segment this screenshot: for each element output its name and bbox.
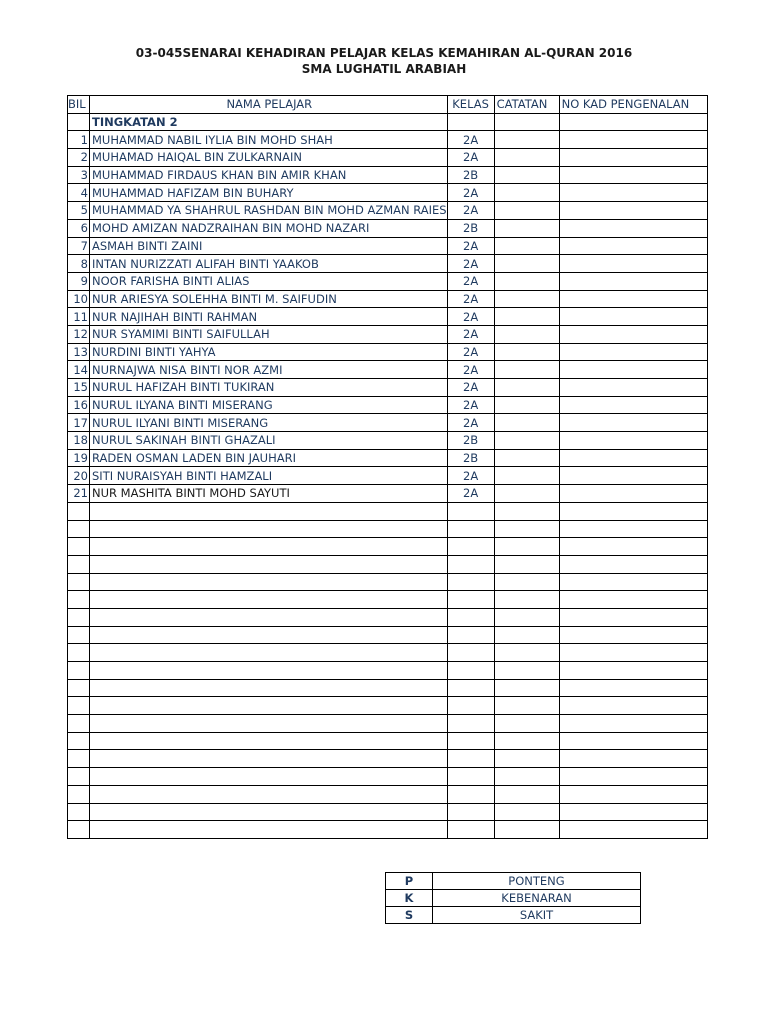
student-name[interactable]: SITI NURAISYAH BINTI HAMZALI xyxy=(90,467,448,485)
ic-number-cell[interactable] xyxy=(559,290,707,308)
legend-code: K xyxy=(386,890,433,907)
table-cell[interactable] xyxy=(559,768,707,786)
ic-number-cell[interactable] xyxy=(559,184,707,202)
student-name[interactable]: MUHAMMAD FIRDAUS KHAN BIN AMIR KHAN xyxy=(90,166,448,184)
catatan-cell[interactable] xyxy=(494,202,559,220)
table-cell[interactable] xyxy=(559,502,707,520)
table-cell[interactable] xyxy=(68,732,90,750)
table-cell[interactable] xyxy=(494,785,559,803)
ic-number-cell[interactable] xyxy=(559,255,707,273)
empty-row xyxy=(68,715,708,733)
table-cell[interactable] xyxy=(559,555,707,573)
table-cell[interactable] xyxy=(494,679,559,697)
ic-number-cell[interactable] xyxy=(559,467,707,485)
table-cell[interactable] xyxy=(447,732,494,750)
table-cell[interactable] xyxy=(494,644,559,662)
ic-number-cell[interactable] xyxy=(559,432,707,450)
table-cell[interactable] xyxy=(90,608,448,626)
table-cell[interactable] xyxy=(494,502,559,520)
table-cell[interactable] xyxy=(494,821,559,839)
student-name[interactable]: NURUL HAFIZAH BINTI TUKIRAN xyxy=(90,379,448,397)
table-row xyxy=(68,485,708,503)
table-cell[interactable] xyxy=(447,573,494,591)
table-body xyxy=(68,113,708,838)
student-class[interactable]: 2B xyxy=(447,449,494,467)
catatan-cell[interactable] xyxy=(494,325,559,343)
student-name[interactable]: NURUL ILYANI BINTI MISERANG xyxy=(90,414,448,432)
table-cell[interactable] xyxy=(494,538,559,556)
student-class[interactable]: 2B xyxy=(447,219,494,237)
table-cell[interactable] xyxy=(68,644,90,662)
student-number[interactable]: 15 xyxy=(68,379,90,397)
table-cell[interactable] xyxy=(68,679,90,697)
ic-number-cell[interactable] xyxy=(559,396,707,414)
table-cell[interactable] xyxy=(447,644,494,662)
student-class[interactable]: 2A xyxy=(447,396,494,414)
catatan-cell[interactable] xyxy=(494,343,559,361)
table-row xyxy=(68,237,708,255)
table-cell[interactable] xyxy=(68,573,90,591)
catatan-cell[interactable] xyxy=(494,361,559,379)
student-number[interactable]: 19 xyxy=(68,449,90,467)
table-cell[interactable] xyxy=(68,520,90,538)
table-cell[interactable] xyxy=(447,785,494,803)
sheet-title: 03-045SENARAI KEHADIRAN PELAJAR KELAS KEMAHIRAN AL-QURAN 2016 xyxy=(135,46,633,60)
student-number[interactable]: 20 xyxy=(68,467,90,485)
table-cell[interactable] xyxy=(494,662,559,680)
attendance-table xyxy=(67,95,708,839)
ic-number-cell[interactable] xyxy=(559,202,707,220)
empty-row xyxy=(68,626,708,644)
ic-number-cell[interactable] xyxy=(559,361,707,379)
student-name[interactable]: MUHAMMAD NABIL IYLIA BIN MOHD SHAH xyxy=(90,131,448,149)
col-header-kelas: KELAS xyxy=(447,96,494,114)
table-cell[interactable] xyxy=(90,803,448,821)
legend-description: PONTENG xyxy=(433,873,641,890)
table-cell[interactable] xyxy=(447,113,494,131)
student-name[interactable]: NUR SYAMIMI BINTI SAIFULLAH xyxy=(90,325,448,343)
catatan-cell[interactable] xyxy=(494,379,559,397)
table-cell[interactable] xyxy=(68,502,90,520)
table-cell[interactable] xyxy=(68,608,90,626)
table-row xyxy=(68,202,708,220)
student-class[interactable]: 2B xyxy=(447,432,494,450)
table-cell[interactable] xyxy=(90,502,448,520)
student-name[interactable]: INTAN NURIZZATI ALIFAH BINTI YAAKOB xyxy=(90,255,448,273)
student-class[interactable]: 2A xyxy=(447,255,494,273)
table-cell[interactable] xyxy=(447,608,494,626)
empty-row xyxy=(68,697,708,715)
table-cell[interactable] xyxy=(90,573,448,591)
student-number[interactable]: 5 xyxy=(68,202,90,220)
table-cell[interactable] xyxy=(494,803,559,821)
student-number[interactable]: 10 xyxy=(68,290,90,308)
empty-row xyxy=(68,555,708,573)
table-cell[interactable] xyxy=(68,662,90,680)
table-cell[interactable] xyxy=(559,113,707,131)
student-number[interactable]: 3 xyxy=(68,166,90,184)
legend-body xyxy=(386,873,641,924)
legend-code: P xyxy=(386,873,433,890)
student-number[interactable]: 11 xyxy=(68,308,90,326)
student-class[interactable]: 2A xyxy=(447,202,494,220)
table-row xyxy=(68,131,708,149)
student-number[interactable]: 18 xyxy=(68,432,90,450)
table-row xyxy=(68,290,708,308)
table-cell[interactable] xyxy=(68,715,90,733)
catatan-cell[interactable] xyxy=(494,432,559,450)
table-cell[interactable] xyxy=(559,750,707,768)
student-number[interactable]: 4 xyxy=(68,184,90,202)
student-number[interactable]: 9 xyxy=(68,272,90,290)
empty-row xyxy=(68,662,708,680)
student-number[interactable]: 13 xyxy=(68,343,90,361)
table-cell[interactable] xyxy=(494,626,559,644)
table-cell[interactable] xyxy=(447,502,494,520)
student-class[interactable]: 2A xyxy=(447,131,494,149)
table-cell[interactable] xyxy=(494,750,559,768)
table-row xyxy=(68,166,708,184)
student-name[interactable]: ASMAH BINTI ZAINI xyxy=(90,237,448,255)
ic-number-cell[interactable] xyxy=(559,131,707,149)
table-cell[interactable] xyxy=(559,662,707,680)
table-row xyxy=(68,414,708,432)
student-name[interactable]: NOOR FARISHA BINTI ALIAS xyxy=(90,272,448,290)
col-header-catatan: CATATAN xyxy=(494,96,559,114)
col-header-name: NAMA PELAJAR xyxy=(90,96,448,114)
table-row xyxy=(68,272,708,290)
ic-number-cell[interactable] xyxy=(559,237,707,255)
catatan-cell[interactable] xyxy=(494,237,559,255)
table-row xyxy=(68,379,708,397)
ic-number-cell[interactable] xyxy=(559,149,707,167)
empty-row xyxy=(68,608,708,626)
catatan-cell[interactable] xyxy=(494,272,559,290)
table-cell[interactable] xyxy=(559,644,707,662)
table-cell[interactable] xyxy=(90,520,448,538)
table-row xyxy=(68,361,708,379)
table-cell[interactable] xyxy=(494,113,559,131)
table-cell[interactable] xyxy=(447,520,494,538)
student-number[interactable]: 2 xyxy=(68,149,90,167)
empty-row xyxy=(68,573,708,591)
table-row xyxy=(68,432,708,450)
student-class[interactable]: 2A xyxy=(447,361,494,379)
catatan-cell[interactable] xyxy=(494,219,559,237)
student-number[interactable]: 8 xyxy=(68,255,90,273)
legend-description: KEBENARAN xyxy=(433,890,641,907)
student-number[interactable]: 14 xyxy=(68,361,90,379)
ic-number-cell[interactable] xyxy=(559,166,707,184)
catatan-cell[interactable] xyxy=(494,467,559,485)
header-row xyxy=(68,96,708,114)
ic-number-cell[interactable] xyxy=(559,414,707,432)
table-cell[interactable] xyxy=(447,821,494,839)
table-cell[interactable] xyxy=(447,626,494,644)
table-cell[interactable] xyxy=(559,538,707,556)
empty-row xyxy=(68,803,708,821)
table-row xyxy=(68,184,708,202)
table-cell[interactable] xyxy=(68,113,90,131)
ic-number-cell[interactable] xyxy=(559,485,707,503)
table-cell[interactable] xyxy=(559,821,707,839)
table-row xyxy=(68,343,708,361)
student-name[interactable]: MOHD AMIZAN NADZRAIHAN BIN MOHD NAZARI xyxy=(90,219,448,237)
ic-number-cell[interactable] xyxy=(559,379,707,397)
empty-row xyxy=(68,520,708,538)
table-cell[interactable] xyxy=(559,697,707,715)
student-number[interactable]: 21 xyxy=(68,485,90,503)
empty-row xyxy=(68,679,708,697)
ic-number-cell[interactable] xyxy=(559,449,707,467)
table-cell[interactable] xyxy=(559,785,707,803)
catatan-cell[interactable] xyxy=(494,149,559,167)
table-row xyxy=(68,396,708,414)
table-cell[interactable] xyxy=(447,538,494,556)
student-name[interactable]: NURNAJWA NISA BINTI NOR AZMI xyxy=(90,361,448,379)
legend-row xyxy=(386,890,641,907)
table-cell[interactable] xyxy=(559,803,707,821)
student-name[interactable]: NUR NAJIHAH BINTI RAHMAN xyxy=(90,308,448,326)
table-cell[interactable] xyxy=(447,679,494,697)
student-number[interactable]: 16 xyxy=(68,396,90,414)
table-cell[interactable] xyxy=(494,555,559,573)
student-class[interactable]: 2A xyxy=(447,290,494,308)
table-cell[interactable] xyxy=(494,715,559,733)
table-cell[interactable] xyxy=(90,768,448,786)
student-name[interactable]: MUHAMMAD HAFIZAM BIN BUHARY xyxy=(90,184,448,202)
ic-number-cell[interactable] xyxy=(559,272,707,290)
ic-number-cell[interactable] xyxy=(559,343,707,361)
empty-row xyxy=(68,732,708,750)
catatan-cell[interactable] xyxy=(494,414,559,432)
table-cell[interactable] xyxy=(68,785,90,803)
empty-row xyxy=(68,821,708,839)
school-name: SMA LUGHATIL ARABIAH xyxy=(301,62,467,76)
table-cell[interactable] xyxy=(494,732,559,750)
empty-row xyxy=(68,785,708,803)
ic-number-cell[interactable] xyxy=(559,325,707,343)
table-cell[interactable] xyxy=(68,750,90,768)
student-number[interactable]: 12 xyxy=(68,325,90,343)
table-cell[interactable] xyxy=(90,697,448,715)
empty-row xyxy=(68,750,708,768)
empty-row xyxy=(68,768,708,786)
table-cell[interactable] xyxy=(90,626,448,644)
table-cell[interactable] xyxy=(90,591,448,609)
student-class[interactable]: 2A xyxy=(447,308,494,326)
table-cell[interactable] xyxy=(494,768,559,786)
student-number[interactable]: 17 xyxy=(68,414,90,432)
student-name[interactable]: NUR ARIESYA SOLEHHA BINTI M. SAIFUDIN xyxy=(90,290,448,308)
student-class[interactable]: 2A xyxy=(447,343,494,361)
table-cell[interactable] xyxy=(90,662,448,680)
student-class[interactable]: 2A xyxy=(447,414,494,432)
student-number[interactable]: 7 xyxy=(68,237,90,255)
table-row xyxy=(68,308,708,326)
table-cell[interactable] xyxy=(494,520,559,538)
table-cell[interactable] xyxy=(68,555,90,573)
student-class[interactable]: 2B xyxy=(447,166,494,184)
student-class[interactable]: 2A xyxy=(447,467,494,485)
student-class[interactable]: 2A xyxy=(447,272,494,290)
catatan-cell[interactable] xyxy=(494,184,559,202)
table-cell[interactable] xyxy=(68,803,90,821)
legend-row xyxy=(386,907,641,924)
student-name[interactable]: NURDINI BINTI YAHYA xyxy=(90,343,448,361)
table-cell[interactable] xyxy=(90,555,448,573)
student-number[interactable]: 6 xyxy=(68,219,90,237)
catatan-cell[interactable] xyxy=(494,290,559,308)
student-number[interactable]: 1 xyxy=(68,131,90,149)
table-cell[interactable] xyxy=(559,715,707,733)
table-cell[interactable] xyxy=(68,821,90,839)
catatan-cell[interactable] xyxy=(494,131,559,149)
table-cell[interactable] xyxy=(559,591,707,609)
catatan-cell[interactable] xyxy=(494,485,559,503)
legend-row xyxy=(386,873,641,890)
student-class[interactable]: 2A xyxy=(447,485,494,503)
empty-row xyxy=(68,502,708,520)
student-class[interactable]: 2A xyxy=(447,325,494,343)
table-cell[interactable] xyxy=(494,608,559,626)
empty-row xyxy=(68,591,708,609)
table-row xyxy=(68,255,708,273)
student-name[interactable]: NUR MASHITA BINTI MOHD SAYUTI xyxy=(90,485,448,503)
student-class[interactable]: 2A xyxy=(447,237,494,255)
table-cell[interactable] xyxy=(559,679,707,697)
table-cell[interactable] xyxy=(90,644,448,662)
catatan-cell[interactable] xyxy=(494,166,559,184)
table-cell[interactable] xyxy=(447,750,494,768)
table-cell[interactable] xyxy=(559,626,707,644)
catatan-cell[interactable] xyxy=(494,308,559,326)
legend-description: SAKIT xyxy=(433,907,641,924)
col-header-ic: NO KAD PENGENALAN xyxy=(559,96,707,114)
student-name[interactable]: NURUL SAKINAH BINTI GHAZALI xyxy=(90,432,448,450)
table-cell[interactable] xyxy=(559,520,707,538)
table-cell[interactable] xyxy=(90,715,448,733)
empty-row xyxy=(68,644,708,662)
table-cell[interactable] xyxy=(447,768,494,786)
table-cell[interactable] xyxy=(559,608,707,626)
table-row xyxy=(68,325,708,343)
table-cell[interactable] xyxy=(447,591,494,609)
catatan-cell[interactable] xyxy=(494,396,559,414)
table-cell[interactable] xyxy=(447,697,494,715)
ic-number-cell[interactable] xyxy=(559,219,707,237)
table-cell[interactable] xyxy=(559,573,707,591)
table-cell[interactable] xyxy=(494,573,559,591)
table-cell[interactable] xyxy=(90,750,448,768)
student-name[interactable]: MUHAMMAD YA SHAHRUL RASHDAN BIN MOHD AZMAN RAIES xyxy=(90,202,448,220)
catatan-cell[interactable] xyxy=(494,255,559,273)
student-name[interactable]: NURUL ILYANA BINTI MISERANG xyxy=(90,396,448,414)
table-cell[interactable] xyxy=(90,679,448,697)
empty-row xyxy=(68,538,708,556)
table-cell[interactable] xyxy=(68,626,90,644)
student-class[interactable]: 2A xyxy=(447,379,494,397)
table-row xyxy=(68,149,708,167)
student-name[interactable]: RADEN OSMAN LADEN BIN JAUHARI xyxy=(90,449,448,467)
table-cell[interactable] xyxy=(90,732,448,750)
table-cell[interactable] xyxy=(68,768,90,786)
section-label[interactable]: TINGKATAN 2 xyxy=(90,113,448,131)
col-header-bil: BIL xyxy=(68,96,90,114)
table-cell[interactable] xyxy=(447,715,494,733)
table-row xyxy=(68,467,708,485)
table-cell[interactable] xyxy=(447,803,494,821)
legend-table xyxy=(385,872,641,924)
table-cell[interactable] xyxy=(68,697,90,715)
table-cell[interactable] xyxy=(68,591,90,609)
section-row xyxy=(68,113,708,131)
ic-number-cell[interactable] xyxy=(559,308,707,326)
table-cell[interactable] xyxy=(447,662,494,680)
table-cell[interactable] xyxy=(559,732,707,750)
table-cell[interactable] xyxy=(447,555,494,573)
table-cell[interactable] xyxy=(494,697,559,715)
table-cell[interactable] xyxy=(90,785,448,803)
legend-code: S xyxy=(386,907,433,924)
table-cell[interactable] xyxy=(68,538,90,556)
student-name[interactable]: MUHAMAD HAIQAL BIN ZULKARNAIN xyxy=(90,149,448,167)
table-cell[interactable] xyxy=(90,538,448,556)
student-class[interactable]: 2A xyxy=(447,149,494,167)
table-cell[interactable] xyxy=(494,591,559,609)
catatan-cell[interactable] xyxy=(494,449,559,467)
student-class[interactable]: 2A xyxy=(447,184,494,202)
table-cell[interactable] xyxy=(90,821,448,839)
table-row xyxy=(68,449,708,467)
table-row xyxy=(68,219,708,237)
